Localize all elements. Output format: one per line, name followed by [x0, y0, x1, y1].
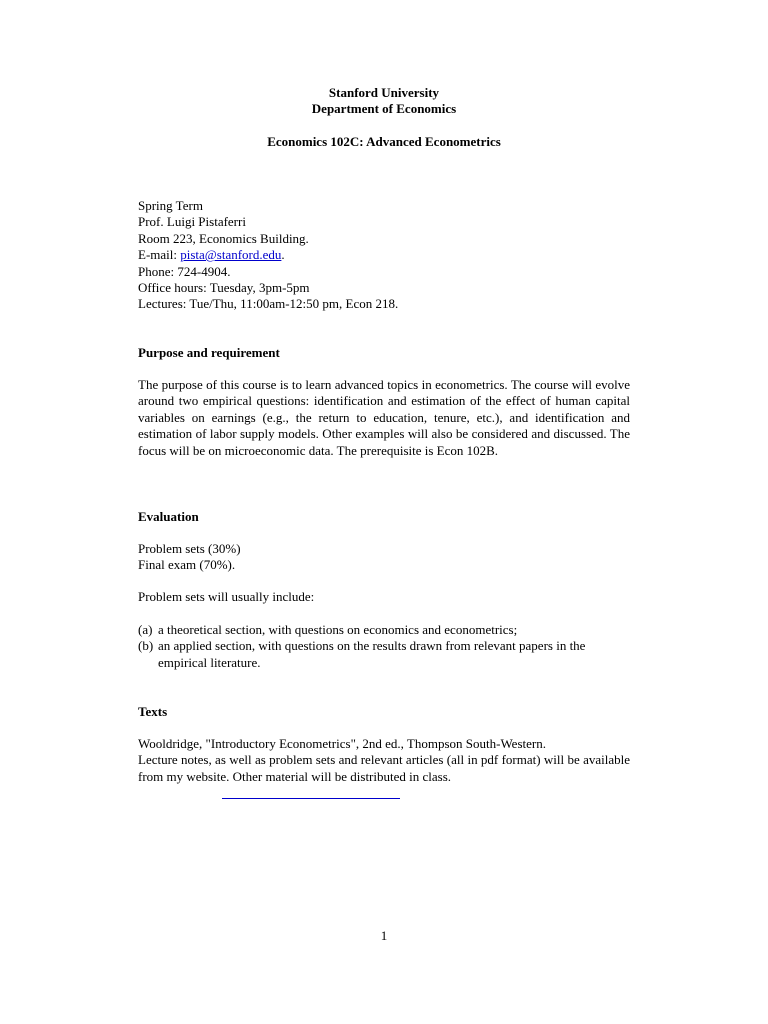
department-name: Department of Economics	[311, 101, 457, 116]
list-item	[138, 638, 630, 671]
lectures: Lectures: Tue/Thu, 11:00am-12:50 pm, Econ 218.	[138, 296, 399, 312]
hyperlink-underline[interactable]	[222, 798, 400, 799]
textbook: Wooldridge, "Introductory Econometrics", 2nd ed., Thompson South-Western.	[138, 736, 546, 751]
purpose-heading: Purpose and requirement	[138, 345, 280, 360]
list-item-text: a theoretical section, with questions on economics and econometrics;	[158, 622, 518, 637]
email-label: E-mail:	[138, 247, 181, 263]
evaluation-heading: Evaluation	[138, 509, 199, 524]
phone: Phone: 724-4904.	[138, 263, 231, 279]
email-suffix: .	[281, 247, 285, 263]
texts-body	[138, 736, 630, 785]
page-number: 1	[380, 928, 388, 943]
purpose-paragraph: The purpose of this course is to learn advanced topics in econometrics. The course will evolve around two empirical questions: identification and estimation of the effect of human capital variables on earnings (e.g., the return to education, tenure, etc.), and identification and estimation of labor supply models. Other examples will also be considered and discussed. The focus will be on microeconomic data. The prerequisite is Econ 102B.	[138, 377, 630, 458]
email-line	[138, 247, 630, 263]
problem-sets-list	[138, 622, 630, 671]
list-item-text: an applied section, with questions on the results drawn from relevant papers in the empirical literature.	[158, 638, 586, 670]
professor: Prof. Luigi Pistaferri	[138, 214, 246, 230]
term: Spring Term	[138, 198, 203, 213]
problem-sets-intro: Problem sets will usually include:	[138, 589, 315, 604]
evaluation-weights	[138, 541, 630, 574]
course-title: Economics 102C: Advanced Econometrics	[267, 134, 501, 149]
university-name: Stanford University	[328, 85, 440, 100]
lecture-notes: Lecture notes, as well as problem sets and relevant articles (all in pdf format) will be available from my website. Other material will be distributed in class.	[138, 752, 630, 784]
problem-sets-weight: Problem sets (30%)	[138, 541, 241, 556]
office-hours: Office hours: Tuesday, 3pm-5pm	[138, 280, 310, 296]
list-marker: (a)	[138, 622, 153, 637]
final-exam-weight: Final exam (70%).	[138, 557, 236, 573]
room: Room 223, Economics Building.	[138, 230, 309, 246]
course-info	[138, 198, 630, 313]
texts-heading: Texts	[138, 704, 168, 719]
list-marker: (b)	[138, 638, 154, 654]
email-link[interactable]: pista@stanford.edu	[180, 247, 282, 263]
list-item	[138, 622, 630, 638]
